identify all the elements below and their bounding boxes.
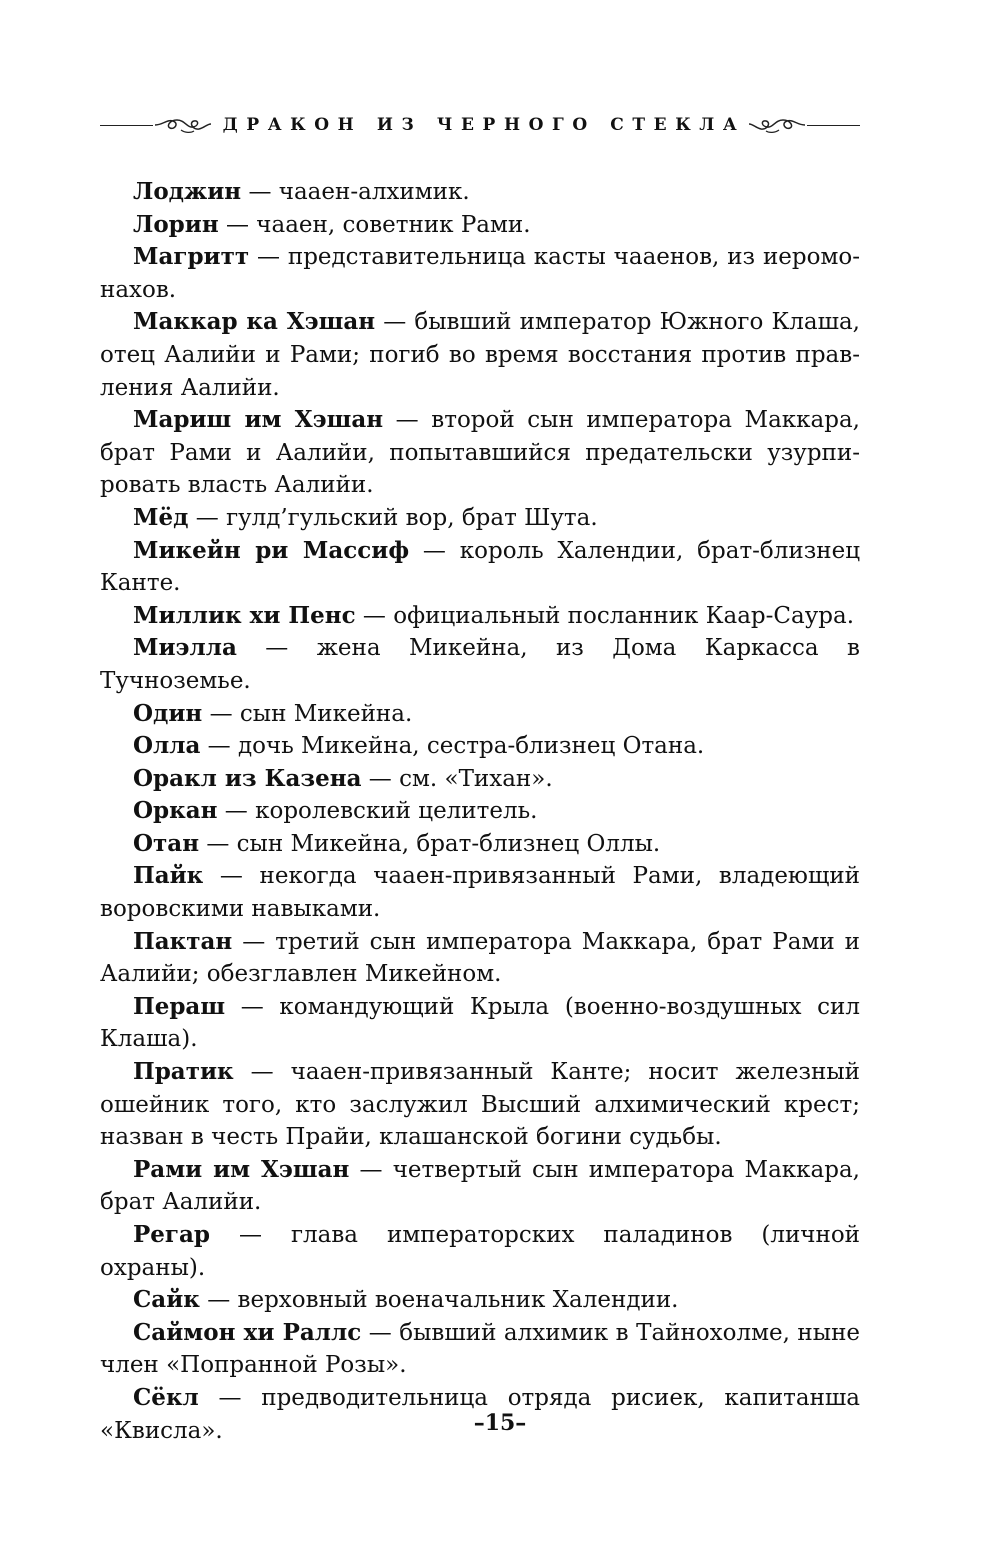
entry-description: король Халендии, брат-близнец Канте.	[100, 537, 860, 597]
entry-description: бывший император Южного Клаша, отец Аалийи и Рами; погиб во время восстания против правления Аалийи.	[100, 309, 860, 401]
entry-description: второй сын императора Маккара, брат Рами и Аалийи, попытавшийся предательски узурпировать власть Аалийи.	[100, 407, 860, 499]
entry-description: дочь Микейна, сестра-близнец Отана.	[238, 733, 705, 760]
entry-term: Регар	[133, 1221, 211, 1248]
entry-term: Один	[133, 699, 203, 727]
flourish-ornament-icon	[747, 112, 807, 138]
entry-term: Сёкл	[133, 1383, 199, 1411]
entry-term: Микейн ри Массиф	[133, 536, 410, 564]
entry-term: Саймон хи Раллс	[133, 1318, 362, 1346]
glossary-entry: Регар — глава императорских паладинов (личной охраны).	[100, 1221, 861, 1281]
entry-term: Лоджин	[133, 178, 242, 205]
entry-description: жена Микейна, из Дома Каркасса в Тучноземье.	[100, 635, 860, 694]
entry-description: бывший алхимик в Тайнохолме, ныне член «Попранной Розы».	[100, 1319, 861, 1379]
entry-description: представительница касты чааенов, из иеромонахов.	[100, 244, 860, 303]
glossary-entry: Пратик — чааен-привязанный Канте; носит железный ошейник того, кто заслужил Высший алхимический крест; назван в честь Прайи, клашанской богини судьбы.	[100, 1058, 860, 1151]
glossary-entry: Миэлла — жена Микейна, из Дома Каркасса в Тучноземье.	[100, 634, 860, 694]
entry-description: предводительница отряда рисиек, капитанша «Квисла».	[100, 1384, 861, 1444]
glossary-entry: Рами им Хэшан — четвертый сын императора Маккара, брат Аалийи.	[100, 1155, 860, 1216]
glossary-entry: Оркан — королевский целитель.	[133, 797, 538, 825]
entry-description: четвертый сын императора Маккара, брат Аалийи.	[100, 1156, 860, 1216]
entry-term: Рами им Хэшан	[133, 1155, 350, 1183]
header-rule-left	[100, 125, 153, 126]
glossary-entry: Оракл из Казена — см. «Тихан».	[133, 764, 553, 792]
glossary-entry: Один — сын Микейна.	[133, 699, 413, 727]
glossary-entry: Пераш — командующий Крыла (военно-воздушных сил Клаша).	[100, 992, 860, 1053]
flourish-ornament-icon	[153, 112, 213, 138]
entry-term: Пераш	[133, 992, 226, 1020]
entry-term: Мариш им Хэшан	[133, 406, 384, 434]
entry-term: Магритт	[133, 243, 250, 271]
glossary-entry: Миллик хи Пенс — официальный посланник Каар-Саура.	[133, 601, 855, 629]
entry-term: Пратик	[133, 1058, 234, 1086]
entry-term: Лорин	[133, 210, 219, 238]
entry-description: верховный военачальник Халендии.	[237, 1287, 679, 1314]
entry-description: командующий Крыла (военно-воздушных сил Клаша).	[100, 993, 860, 1053]
running-title: ДРАКОН ИЗ ЧЕРНОГО СТЕКЛА	[222, 115, 746, 135]
entry-term: Сайк	[133, 1286, 200, 1314]
entry-description: официальный посланник Каар-Саура.	[393, 602, 855, 629]
entry-description: сын Микейна.	[239, 700, 413, 727]
entry-description: королевский целитель.	[255, 798, 538, 825]
entry-description: глава императорских паладинов (личной охраны).	[100, 1222, 861, 1281]
glossary-entry: Маккар ка Хэшан — бывший император Южного Клаша, отец Аалийи и Рами; погиб во время восстания против правления Аалийи.	[100, 308, 860, 401]
entry-term: Пайк	[133, 862, 204, 890]
running-header	[100, 105, 860, 145]
glossary-entry: Лорин — чааен, советник Рами.	[133, 210, 531, 238]
entry-description: см. «Тихан».	[399, 765, 553, 792]
entry-description: третий сын императора Маккара, брат Рами и Аалийи; обезглавлен Микейном.	[100, 928, 860, 988]
glossary-list	[100, 176, 860, 1447]
entry-term: Оркан	[133, 797, 218, 825]
glossary-entry: Отан — сын Микейна, брат-близнец Оллы.	[133, 829, 661, 857]
entry-term: Маккар ка Хэшан	[133, 308, 376, 336]
glossary-entry: Мариш им Хэшан — второй сын императора Маккара, брат Рами и Аалийи, попытавшийся предательски узурпировать власть Аалийи.	[100, 406, 860, 499]
entry-description: некогда чааен-привязанный Рами, владеющий воровскими навыками.	[100, 863, 860, 923]
glossary-entry: Пактан — третий сын императора Маккара, брат Рами и Аалийи; обезглавлен Микейном.	[100, 927, 860, 988]
glossary-entry: Лоджин — чааен-алхимик.	[133, 178, 470, 205]
glossary-entry: Пайк — некогда чааен-привязанный Рами, владеющий воровскими навыками.	[100, 862, 860, 923]
entry-term: Оракл из Казена	[133, 764, 362, 792]
entry-description: чааен-привязанный Канте; носит железный ошейник того, кто заслужил Высший алхимический крест; назван в честь Прайи, клашанской богини судьбы.	[100, 1059, 860, 1151]
glossary-entry: Сайк — верховный военачальник Халендии.	[133, 1286, 679, 1314]
entry-term: Миэлла	[133, 634, 237, 662]
glossary-entry: Сёкл — предводительница отряда рисиек, капитанша «Квисла».	[100, 1383, 861, 1444]
entry-term: Отан	[133, 829, 200, 857]
entry-description: чааен-алхимик.	[278, 179, 470, 205]
entry-description: сын Микейна, брат-близнец Оллы.	[236, 830, 661, 857]
glossary-entry: Магритт — представительница касты чааенов, из иеромонахов.	[100, 243, 860, 303]
glossary-entry: Олла — дочь Микейна, сестра-близнец Отана.	[133, 732, 705, 760]
page-number: –15–	[473, 1410, 527, 1436]
glossary-entry: Саймон хи Раллс — бывший алхимик в Тайнохолме, ныне член «Попранной Розы».	[100, 1318, 861, 1379]
entry-term: Миллик хи Пенс	[133, 601, 356, 629]
entry-description: гулд’гульский вор, брат Шута.	[226, 504, 598, 531]
entry-term: Олла	[133, 732, 201, 760]
glossary-entry: Мёд — гулд’гульский вор, брат Шута.	[133, 503, 598, 531]
header-rule-right	[807, 125, 860, 126]
entry-description: чааен, советник Рами.	[256, 211, 531, 238]
glossary-entry: Микейн ри Массиф — король Халендии, брат-близнец Канте.	[100, 536, 860, 597]
entry-term: Пактан	[133, 927, 233, 955]
entry-term: Мёд	[133, 503, 189, 531]
